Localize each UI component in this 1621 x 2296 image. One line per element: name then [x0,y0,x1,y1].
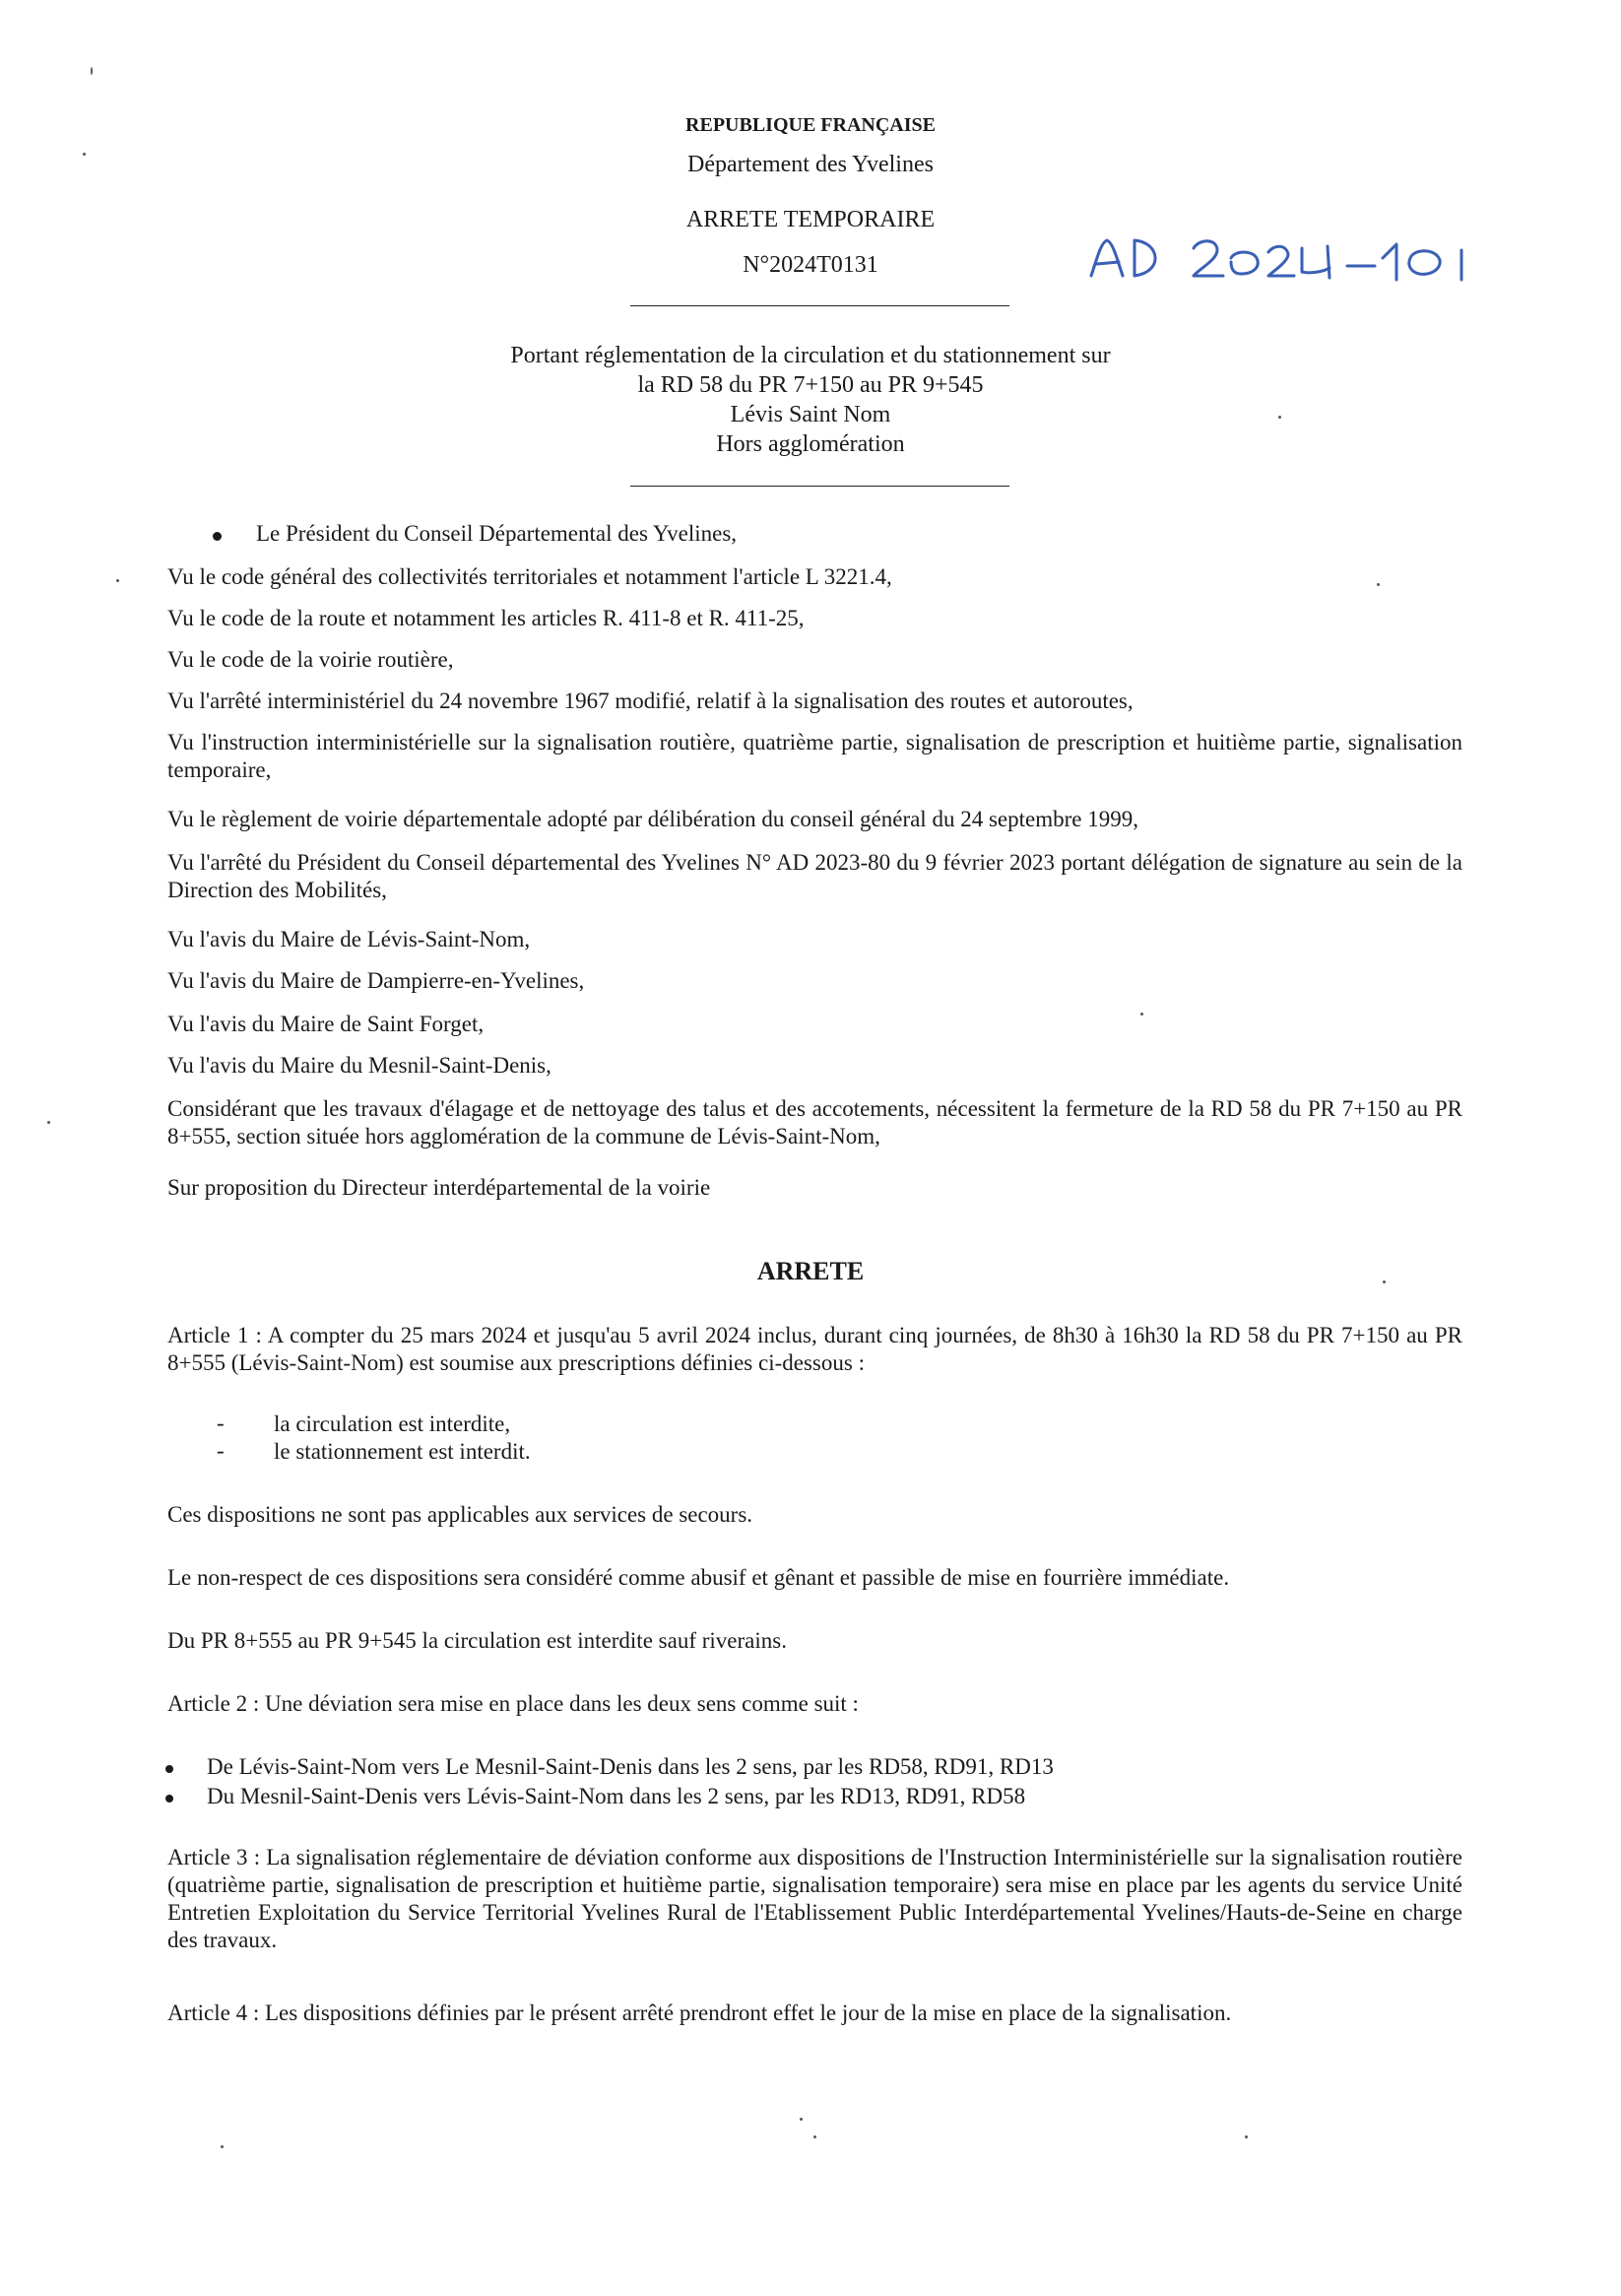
vu-item: Vu l'instruction interministérielle sur la signalisation routière, quatrième partie, signalisation de prescription et huitième partie, signalisation temporaire, [167,730,1462,782]
decree-type: ARRETE TEMPORAIRE [685,207,936,232]
scan-speck [221,2145,224,2148]
article-1-item: le stationnement est interdit. [274,1439,531,1464]
subject-line-4: Hors agglomération [716,431,905,457]
handwritten-reference-annotation [1083,229,1536,297]
scan-speck [813,2135,816,2138]
department-heading: Département des Yvelines [687,152,934,177]
bullet-dot [165,1795,173,1803]
scan-speck [116,579,119,582]
article-4: Article 4 : Les dispositions définies par le présent arrêté prendront effet le jour de la mise en place de la signalisation. [167,2001,1232,2025]
decision-title: ARRETE [756,1257,865,1285]
scan-speck [1245,2135,1248,2138]
header-divider-bottom [630,486,1009,487]
vu-item: Vu le code général des collectivités territoriales et notamment l'article L 3221.4, [167,564,892,589]
dash-marker: - [217,1438,225,1463]
scan-speck [1140,1013,1143,1016]
president-line: Le Président du Conseil Départemental des Yvelines, [256,521,738,546]
article-1: Article 1 : A compter du 25 mars 2024 et jusqu'au 5 avril 2024 inclus, durant cinq journées, de 8h30 à 16h30 la RD 58 du PR 7+150 au PR 8+555 (Lévis-Saint-Nom) est soumise aux prescriptions définies ci-dessous : [167,1323,1462,1375]
subject-line-3: Lévis Saint Nom [730,402,891,427]
scan-speck [1383,1280,1386,1283]
bullet-dot [213,532,222,541]
vu-item: Vu le code de la route et notamment les articles R. 411-8 et R. 411-25, [167,606,805,630]
vu-item: Vu l'avis du Maire du Mesnil-Saint-Denis, [167,1053,551,1078]
riverains-paragraph: Du PR 8+555 au PR 9+545 la circulation est interdite sauf riverains. [167,1628,787,1653]
scan-speck [1278,416,1281,419]
scan-speck [1377,583,1380,586]
dash-marker: - [217,1410,225,1435]
scan-speck [83,153,86,156]
article-2-item: De Lévis-Saint-Nom vers Le Mesnil-Saint-Denis dans les 2 sens, par les RD58, RD91, RD13 [207,1754,1054,1779]
scan-speck [47,1121,50,1124]
proposition-item: Sur proposition du Directeur interdépartemental de la voirie [167,1175,711,1200]
header-divider-top [630,305,1009,306]
scan-speck [800,2118,803,2121]
subject-line-1: Portant réglementation de la circulation et du stationnement sur [510,343,1111,368]
vu-item: Vu le règlement de voirie départementale adopté par délibération du conseil général du 24 septembre 1999, [167,807,1138,831]
article-3: Article 3 : La signalisation réglementaire de déviation conforme aux dispositions de l'Instruction Interministérielle sur la signalisation routière (quatrième partie, signalisation de prescription et huitième partie, signalisation temporaire) sera mise en place par les agents du service Unité Entretien Exploitation du Service Territorial Yvelines Rural de l'Etablissement Public Interdépartemental Yvelines/Hauts-de-Seine en charge des travaux. [167,1845,1462,1952]
scan-speck [91,67,93,75]
republic-heading: REPUBLIQUE FRANÇAISE [685,114,936,136]
vu-item: Vu l'arrêté interministériel du 24 novembre 1967 modifié, relatif à la signalisation des routes et autoroutes, [167,689,1134,713]
vu-item: Vu l'arrêté du Président du Conseil départemental des Yvelines N° AD 2023-80 du 9 février 2023 portant délégation de signature au sein de la Direction des Mobilités, [167,850,1462,902]
article-1-item: la circulation est interdite, [274,1411,511,1436]
subject-line-2: la RD 58 du PR 7+150 au PR 9+545 [637,372,984,398]
article-2: Article 2 : Une déviation sera mise en place dans les deux sens comme suit : [167,1691,859,1716]
article-2-item: Du Mesnil-Saint-Denis vers Lévis-Saint-Nom dans les 2 sens, par les RD13, RD91, RD58 [207,1784,1026,1808]
secours-paragraph: Ces dispositions ne sont pas applicables aux services de secours. [167,1502,753,1527]
vu-item: Vu l'avis du Maire de Dampierre-en-Yvelines, [167,968,585,993]
decree-number: N°2024T0131 [743,252,878,278]
vu-item: Vu l'avis du Maire de Lévis-Saint-Nom, [167,927,531,951]
vu-item: Vu l'avis du Maire de Saint Forget, [167,1012,485,1036]
handwritten-reference-svg [1083,229,1536,297]
bullet-dot [165,1765,173,1773]
vu-item: Vu le code de la voirie routière, [167,647,454,672]
considerant-item: Considérant que les travaux d'élagage et de nettoyage des talus et des accotements, nécessitent la fermeture de la RD 58 du PR 7+150 au PR 8+555, section située hors agglomération de la commune de Lévis-Saint-Nom, [167,1096,1462,1148]
fourriere-paragraph: Le non-respect de ces dispositions sera considéré comme abusif et gênant et passible de mise en fourrière immédiate. [167,1565,1230,1590]
